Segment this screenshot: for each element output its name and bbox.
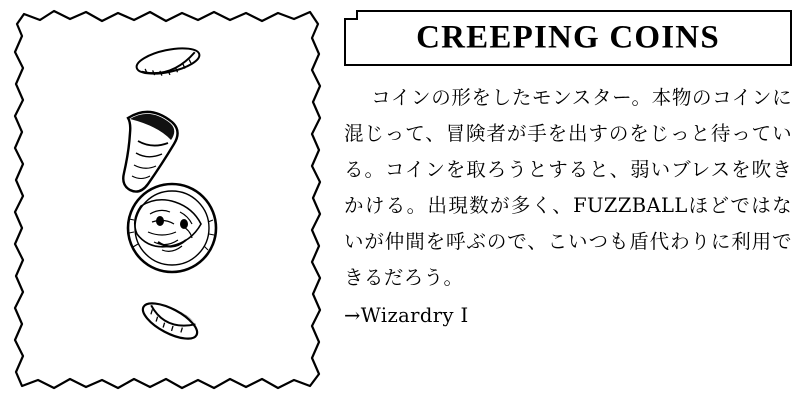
page-title: CREEPING COINS	[416, 19, 720, 56]
coin-bottom	[138, 296, 202, 345]
title-frame	[344, 10, 792, 66]
creeping-coins-illustration	[10, 6, 330, 394]
entry-body-paragraph: コインの形をしたモンスター。本物のコインに混じって、冒険者が手を出すのをじっと待っている。コインを取ろうとすると、弱いブレスを吹きかける。出現数が多く、FUZZBALLほどではないが仲間を呼ぶので、こいつも盾代わりに利用できるだろう。	[344, 86, 792, 289]
coin-face	[128, 184, 216, 272]
coin-upright	[123, 112, 177, 192]
title-frame-notch	[344, 10, 358, 20]
coin-top	[134, 44, 201, 79]
illustration-panel	[10, 6, 330, 394]
source-reference: →Wizardry I	[344, 304, 469, 327]
entry-text-column	[344, 6, 792, 394]
entry-body	[344, 80, 792, 296]
